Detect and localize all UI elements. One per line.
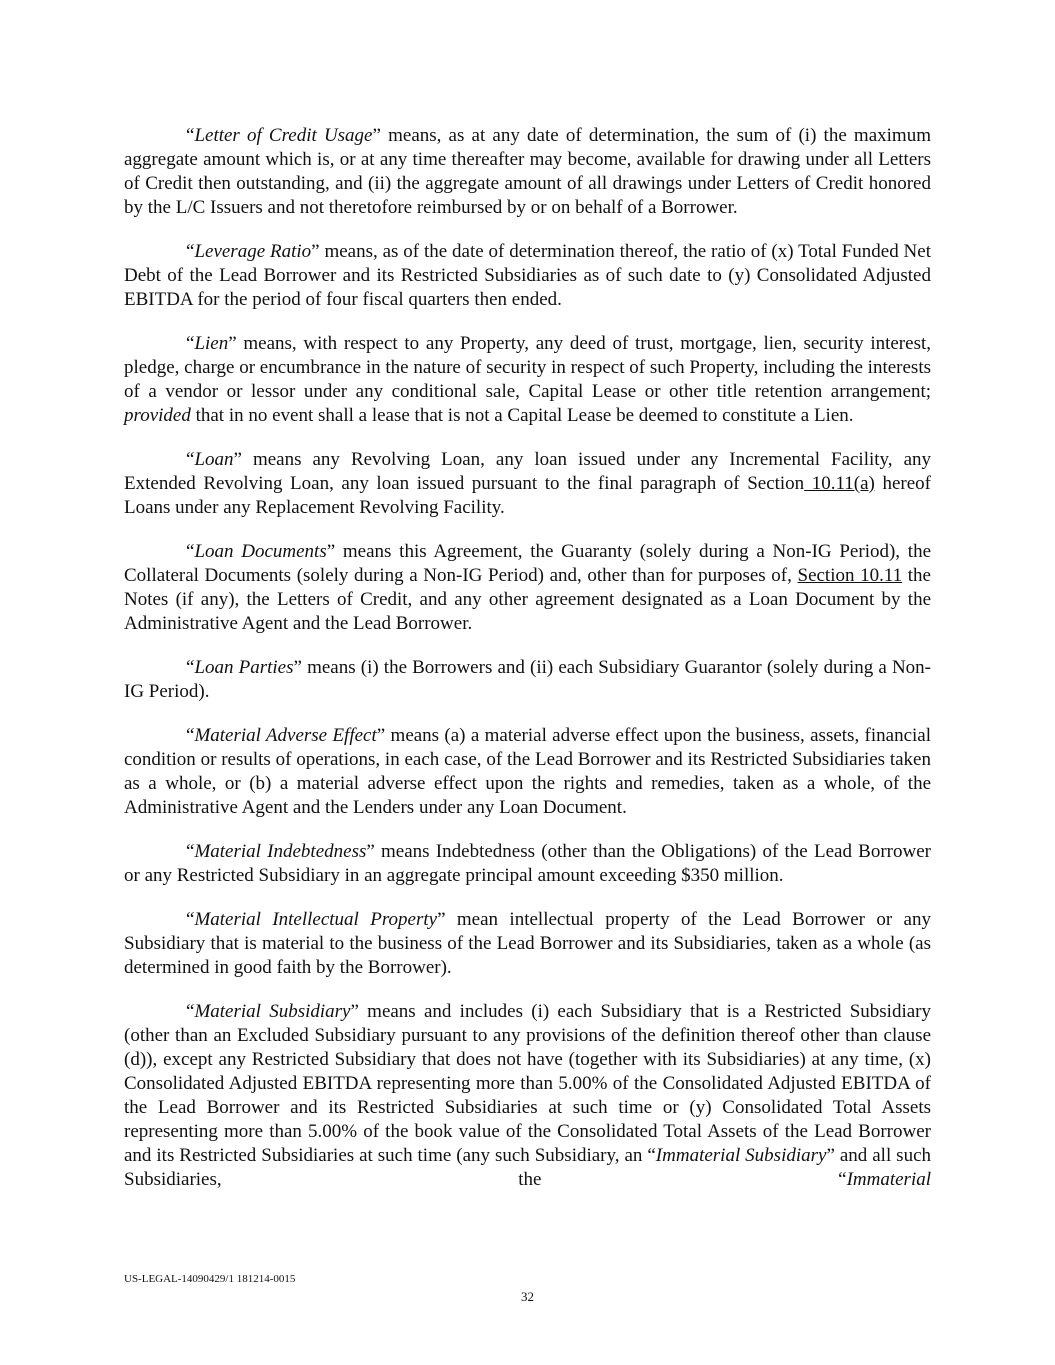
- definition-leverage-ratio: “Leverage Ratio” means, as of the date of determination thereof, the ratio of (x) Total Funded Net Debt of the Lead Borrower and its Restricted Subsidiaries as of such date to (y) Consolidated Adjusted EBITDA for the period of four fiscal quarters then ended.: [124, 241, 931, 310]
- definition-loan-documents: “Loan Documents” means this Agreement, the Guaranty (solely during a Non-IG Period), the Collateral Documents (solely during a Non-IG Period) and, other than for purposes of, Section 10.11 the Notes (if any), the Letters of Credit, and any other agreement designated as a Loan Document by the Administrative Agent and the Lead Borrower.: [124, 541, 931, 634]
- page-number: 32: [521, 1289, 534, 1304]
- section-reference-link[interactable]: 10.11(a): [804, 473, 875, 494]
- section-reference-link[interactable]: Section 10.11: [797, 565, 903, 586]
- definition-letter-of-credit-usage: “Letter of Credit Usage” means, as at any date of determination, the sum of (i) the maximum aggregate amount which is, or at any time thereafter may become, available for drawing under all Letters of Credit then outstanding, and (ii) the aggregate amount of all drawings under Letters of Credit honored by the L/C Issuers and not theretofore reimbursed by or on behalf of a Borrower.: [124, 125, 931, 218]
- definition-material-adverse-effect: “Material Adverse Effect” means (a) a material adverse effect upon the business, assets, financial condition or results of operations, in each case, of the Lead Borrower and its Restricted Subsidiaries taken as a whole, or (b) a material adverse effect upon the rights and remedies, taken as a whole, of the Administrative Agent and the Lenders under any Loan Document.: [124, 725, 931, 818]
- document-body: [124, 124, 931, 1212]
- definition-lien: “Lien” means, with respect to any Property, any deed of trust, mortgage, lien, security interest, pledge, charge or encumbrance in the nature of security in respect of such Property, including the interests of a vendor or lessor under any conditional sale, Capital Lease or other title retention arrangement; provided that in no event shall a lease that is not a Capital Lease be deemed to constitute a Lien.: [124, 333, 931, 426]
- definition-material-subsidiary: “Material Subsidiary” means and includes (i) each Subsidiary that is a Restricted Subsidiary (other than an Excluded Subsidiary pursuant to any provisions of the definition thereof other than clause (d)), except any Restricted Subsidiary that does not have (together with its Subsidiaries) at any time, (x) Consolidated Adjusted EBITDA representing more than 5.00% of the Consolidated Adjusted EBITDA of the Lead Borrower and its Restricted Subsidiaries at such time or (y) Consolidated Total Assets representing more than 5.00% of the book value of the Consolidated Total Assets of the Lead Borrower and its Restricted Subsidiaries at such time (any such Subsidiary, an “Immaterial Subsidiary” and all such Subsidiaries, the “Immaterial: [124, 1001, 931, 1190]
- definition-material-intellectual-property: “Material Intellectual Property” mean intellectual property of the Lead Borrower or any Subsidiary that is material to the business of the Lead Borrower and its Subsidiaries, taken as a whole (as determined in good faith by the Borrower).: [124, 909, 931, 978]
- definition-loan: “Loan” means any Revolving Loan, any loan issued under any Incremental Facility, any Extended Revolving Loan, any loan issued pursuant to the final paragraph of Section 10.11(a) hereof Loans under any Replacement Revolving Facility.: [124, 449, 931, 518]
- definition-loan-parties: “Loan Parties” means (i) the Borrowers and (ii) each Subsidiary Guarantor (solely during a Non-IG Period).: [124, 657, 931, 702]
- document-id-footer: US-LEGAL-14090429/1 181214-0015: [124, 1273, 296, 1285]
- definition-material-indebtedness: “Material Indebtedness” means Indebtedness (other than the Obligations) of the Lead Borrower or any Restricted Subsidiary in an aggregate principal amount exceeding $350 million.: [124, 841, 931, 886]
